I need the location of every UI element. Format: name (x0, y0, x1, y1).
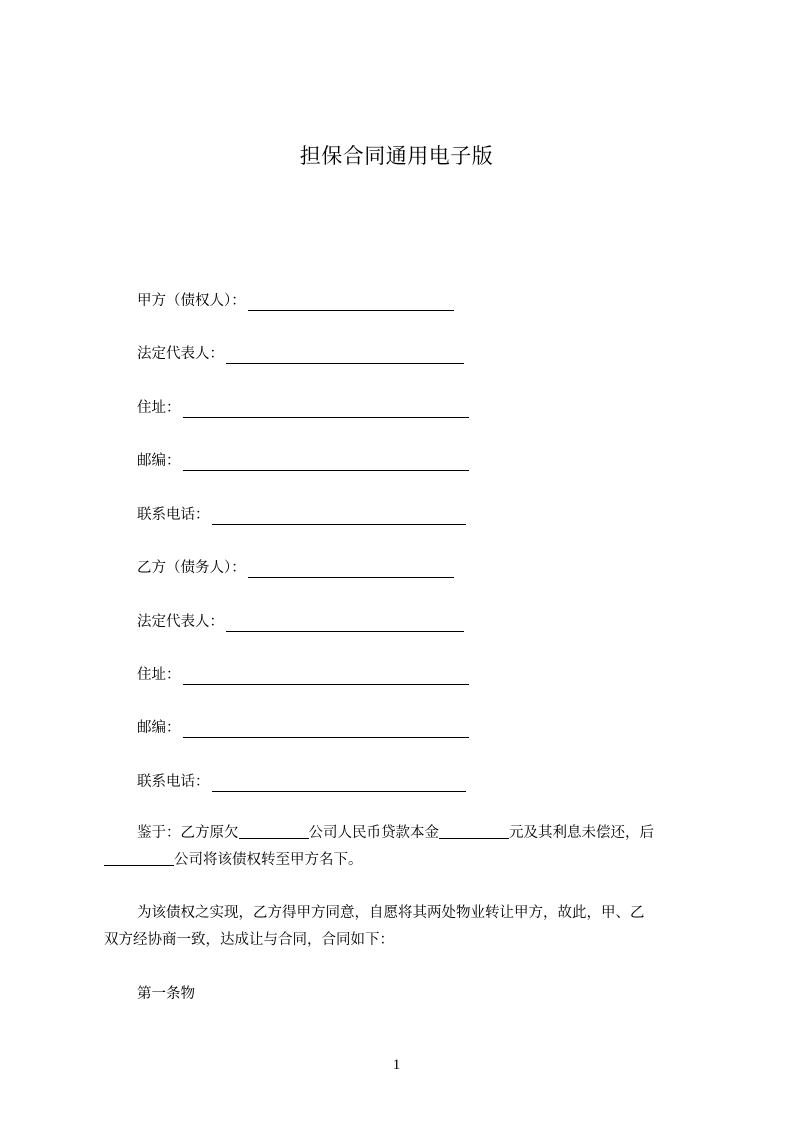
party-b-legal-rep-blank[interactable] (226, 616, 464, 632)
party-a-legal-rep-field (137, 344, 464, 364)
principal-amount-blank[interactable] (439, 823, 509, 839)
party-b-heading-field (137, 558, 454, 578)
party-a-address-blank[interactable] (183, 402, 469, 418)
party-a-heading-field (137, 291, 454, 311)
party-a-phone-field (137, 505, 466, 525)
whereas-text-3: 元及其利息未偿还，后 (509, 825, 654, 841)
party-b-heading-label: 乙方（债务人）： (137, 560, 246, 576)
party-b-address-blank[interactable] (183, 669, 469, 685)
party-a-phone-label: 联系电话： (137, 507, 210, 523)
party-a-postcode-field (137, 451, 469, 471)
party-a-legal-rep-label: 法定代表人： (137, 346, 224, 362)
party-b-postcode-label: 邮编： (137, 720, 181, 736)
intro-line-1: 为该债权之实现，乙方得甲方同意，自愿将其两处物业转让甲方，故此，甲、乙 (137, 905, 645, 921)
whereas-line-1 (104, 820, 702, 847)
transferor-company-blank[interactable] (104, 850, 174, 866)
whereas-line-2 (104, 847, 702, 874)
party-b-legal-rep-label: 法定代表人： (137, 614, 224, 630)
whereas-text-2: 公司人民币贷款本金 (308, 825, 439, 841)
party-b-postcode-blank[interactable] (183, 722, 469, 738)
party-a-address-field (137, 398, 469, 418)
party-b-phone-label: 联系电话： (137, 774, 210, 790)
creditor-company-blank[interactable] (239, 823, 309, 839)
party-b-phone-blank[interactable] (212, 776, 466, 792)
whereas-text-1: 鉴于：乙方原欠 (137, 825, 239, 841)
party-a-legal-rep-blank[interactable] (226, 348, 464, 364)
party-b-name-blank[interactable] (248, 562, 454, 578)
party-a-postcode-label: 邮编： (137, 453, 181, 469)
whereas-paragraph (104, 820, 702, 874)
document-title: 担保合同通用电子版 (299, 144, 494, 168)
party-b-legal-rep-field (137, 612, 464, 632)
party-b-address-label: 住址： (137, 667, 181, 683)
whereas-text-4: 公司将该债权转至甲方名下。 (174, 852, 363, 868)
page-number: 1 (392, 1057, 401, 1073)
party-a-address-label: 住址： (137, 400, 181, 416)
article-1-heading: 第一条物 (137, 986, 195, 1002)
party-b-address-field (137, 665, 469, 685)
party-a-heading-label: 甲方（债权人）： (137, 293, 246, 309)
party-b-postcode-field (137, 718, 469, 738)
party-a-name-blank[interactable] (248, 295, 454, 311)
party-b-phone-field (137, 772, 466, 792)
party-a-phone-blank[interactable] (212, 509, 466, 525)
party-a-postcode-blank[interactable] (183, 455, 469, 471)
intro-line-2: 双方经协商一致，达成让与合同，合同如下： (104, 932, 394, 948)
intro-paragraph (104, 900, 702, 954)
